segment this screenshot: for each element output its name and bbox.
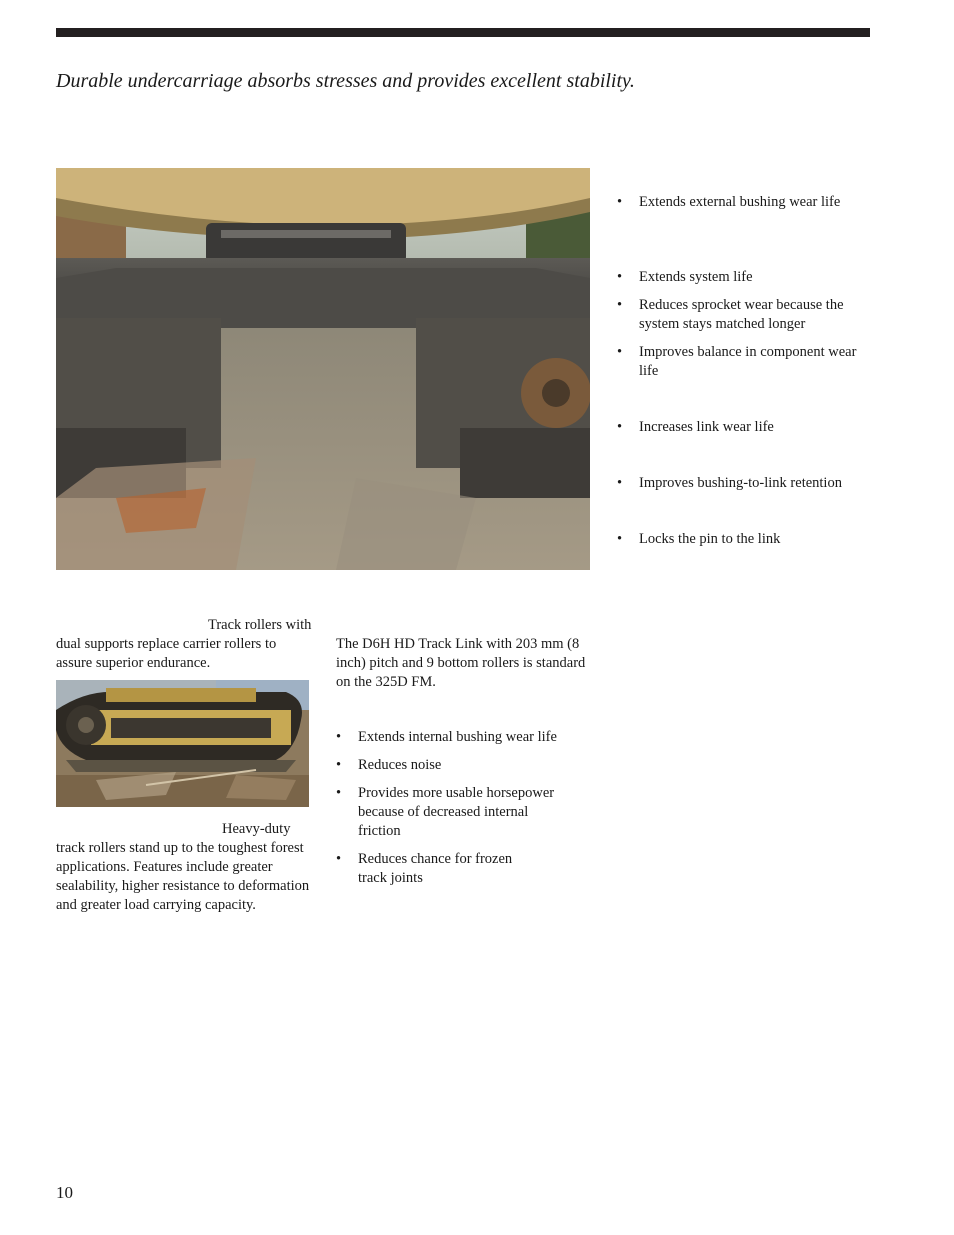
caption-track-rollers [56, 616, 312, 673]
list-item: • Locks the pin to the link [617, 530, 867, 549]
list-item: • Reduces chance for frozen track joints [336, 850, 528, 888]
bullet-list-retention [617, 474, 867, 502]
caption-text: with dual supports replace carrier rollers to assure superior endurance. [56, 617, 312, 671]
track-rollers-photo [56, 680, 309, 807]
list-item: • Extends internal bushing wear life [336, 728, 591, 747]
list-item: • Improves bushing-to-link retention [617, 474, 867, 493]
bullet-list-pin [617, 530, 867, 558]
top-rule [56, 28, 870, 37]
caption-lead: Heavy-duty [222, 821, 291, 837]
bullet-list-track-link [336, 728, 591, 897]
list-item: • Reduces sprocket wear because the system stays matched longer [617, 296, 867, 334]
list-item: • Extends external bushing wear life [617, 193, 867, 212]
list-item: • Extends system life [617, 268, 867, 287]
list-item: • Increases link wear life [617, 418, 867, 437]
page-headline: Durable undercarriage absorbs stresses and provides excellent stability. [56, 70, 635, 92]
list-item: • Reduces noise [336, 756, 591, 775]
bullet-list-link [617, 418, 867, 446]
caption-heavy-duty-rollers [56, 820, 312, 915]
track-link-intro: The D6H HD Track Link with 203 mm (8 inch) pitch and 9 bottom rollers is standard on the 325D FM. [336, 636, 586, 690]
list-item: • Provides more usable horsepower because of decreased internal friction [336, 784, 568, 841]
bullet-list-bushing [617, 193, 867, 221]
bullet-list-system [617, 268, 867, 390]
page-number: 10 [56, 1183, 73, 1202]
list-item: • Improves balance in component wear life [617, 343, 867, 381]
caption-text: track rollers stand up to the toughest forest applications. Features include greater sealability, higher resistance to deformation and greater load carrying capacity. [56, 840, 310, 913]
undercarriage-photo [56, 168, 590, 570]
caption-lead: Track rollers [208, 617, 282, 633]
